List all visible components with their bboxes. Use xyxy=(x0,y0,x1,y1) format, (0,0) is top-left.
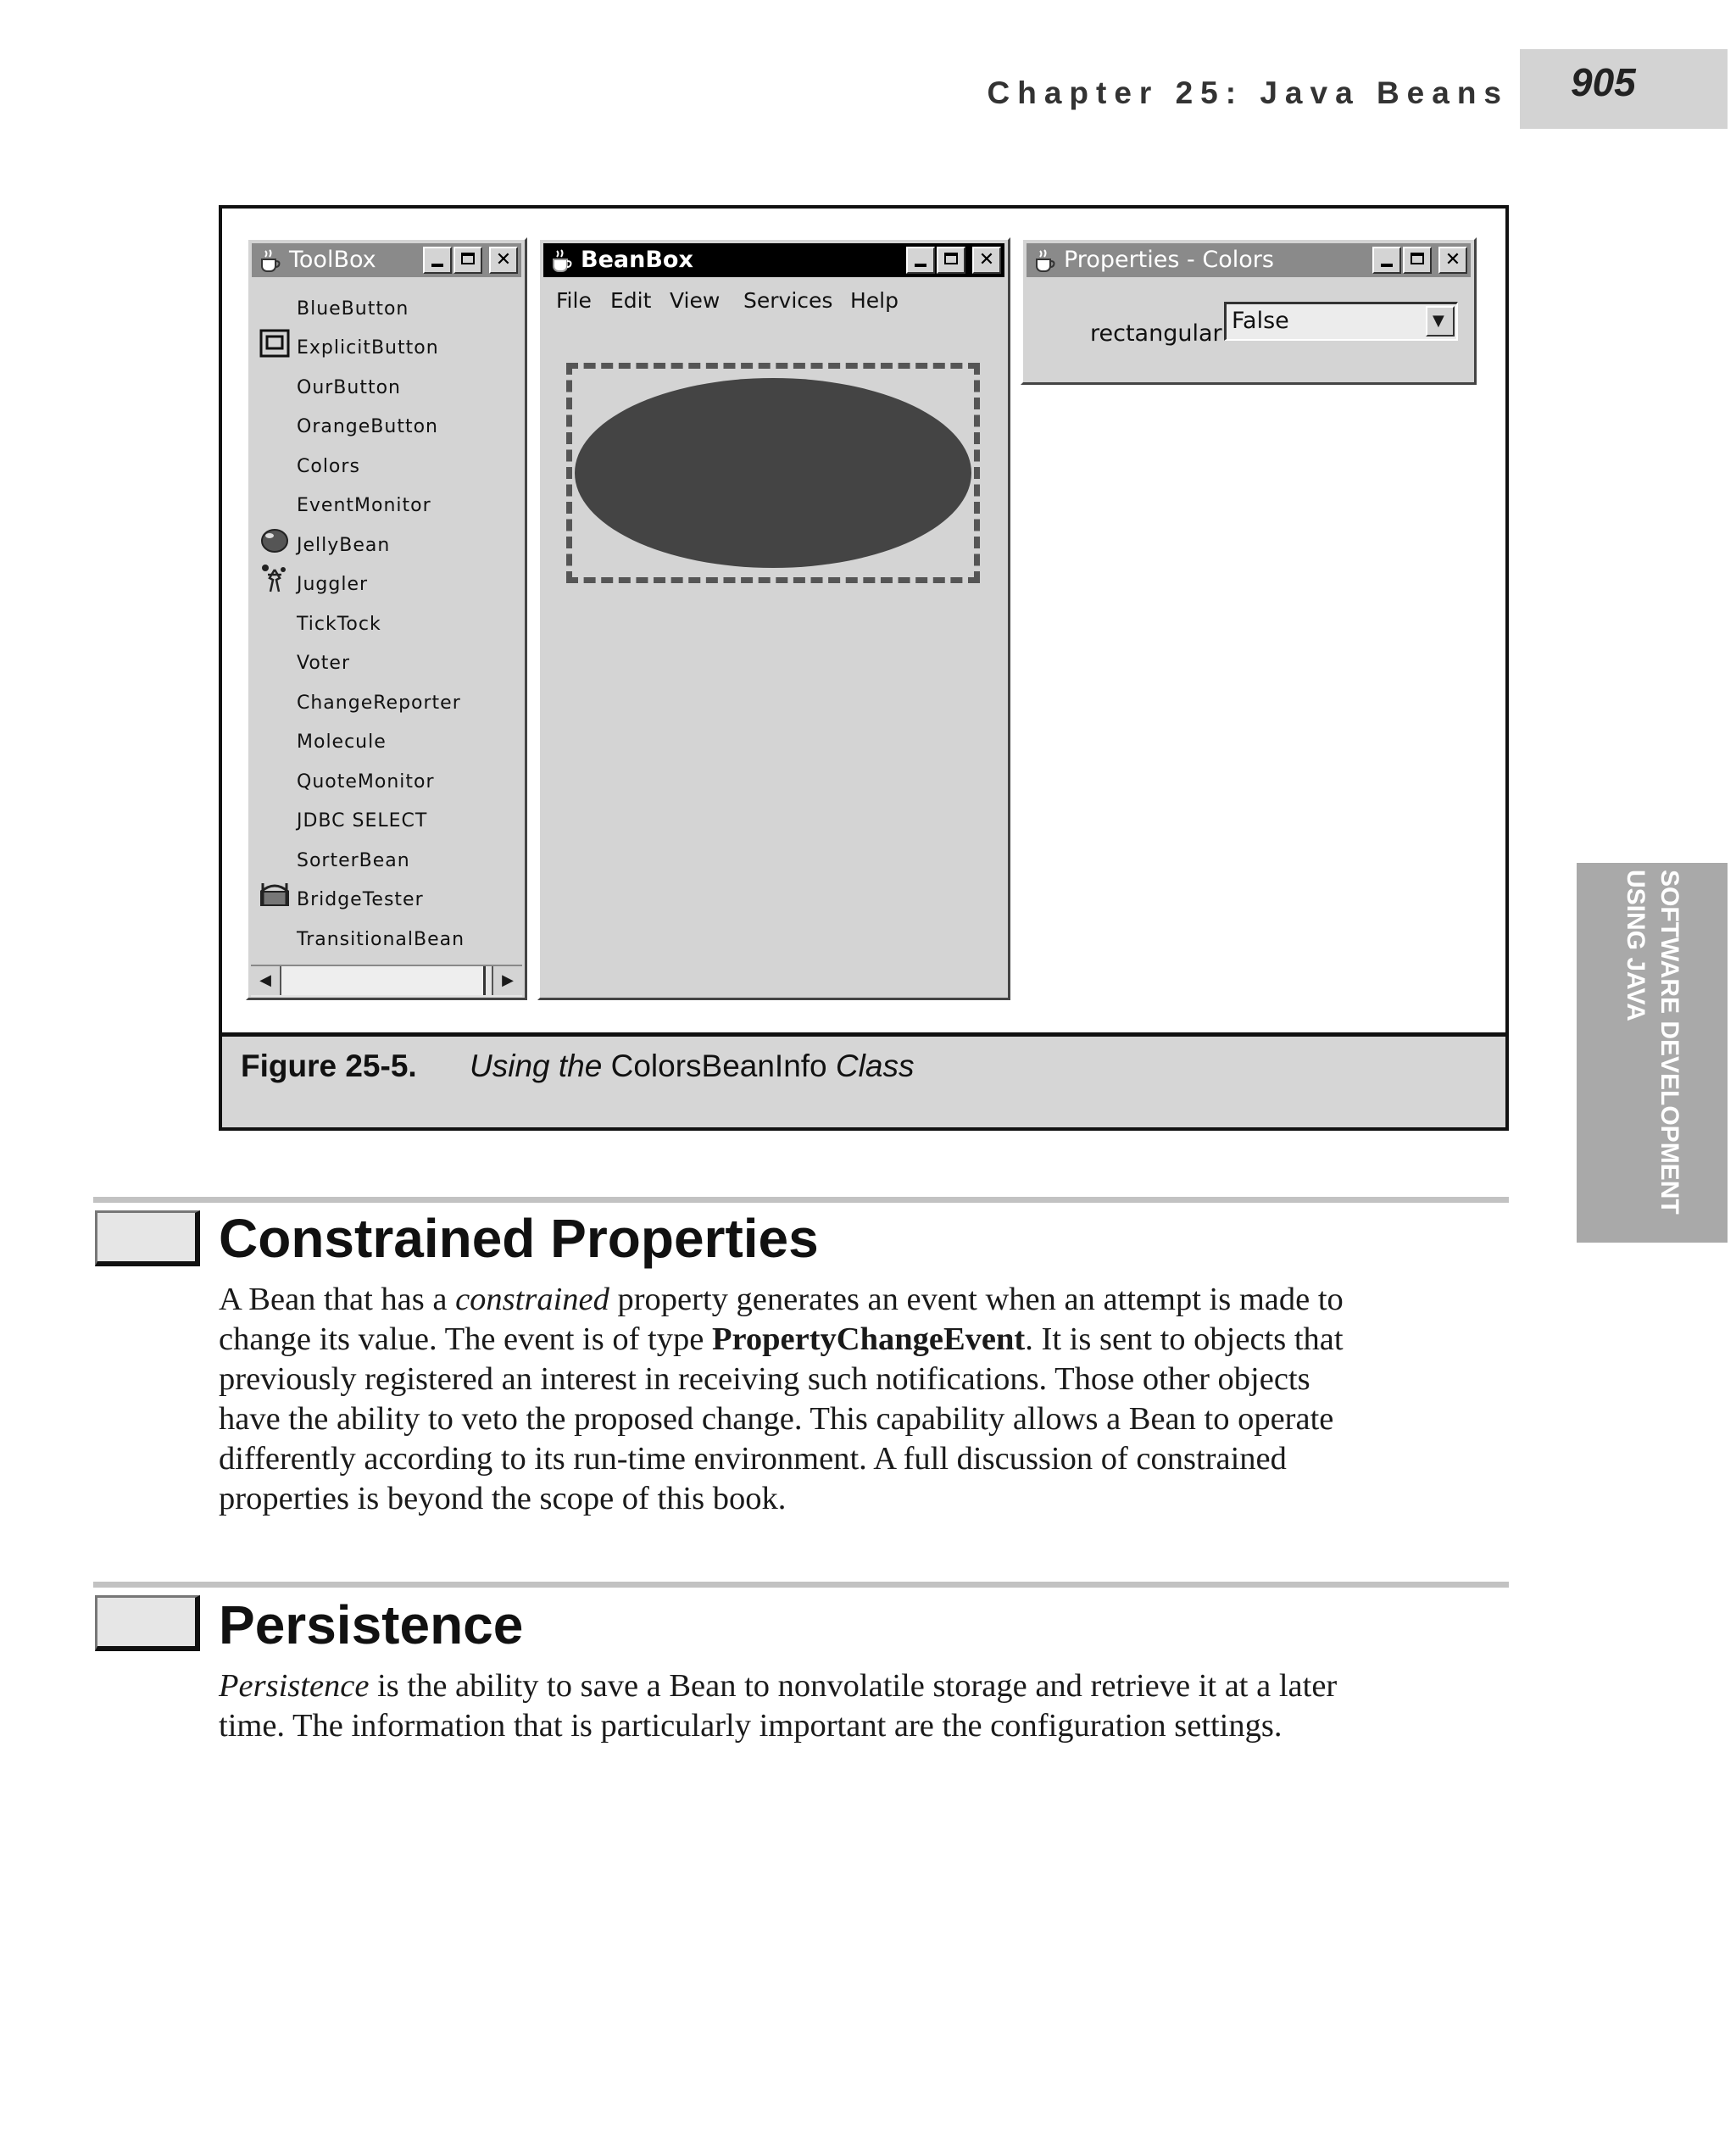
emphasis-text: constrained xyxy=(455,1282,609,1317)
properties-title: Properties - Colors xyxy=(1064,247,1274,273)
maximize-button[interactable] xyxy=(1403,247,1432,274)
beanbox-titlebar[interactable] xyxy=(543,243,1004,277)
side-tab-line-2: USING JAVA xyxy=(1622,870,1650,1021)
toolbox-titlebar[interactable] xyxy=(252,243,521,277)
juggler-icon xyxy=(259,563,290,593)
toolbox-item-colors[interactable]: Colors xyxy=(297,456,360,477)
text-run: properties is beyond the scope of this book. xyxy=(219,1481,787,1516)
close-button[interactable]: ✕ xyxy=(489,247,518,274)
toolbox-item-changereporter[interactable]: ChangeReporter xyxy=(297,693,461,714)
beanbox-window xyxy=(537,237,1010,1000)
text-run: previously registered an interest in receiving such notifications. Those other objects xyxy=(219,1361,1310,1397)
section-heading-persistence: Persistence xyxy=(219,1594,524,1655)
java-cup-icon xyxy=(257,248,282,273)
maximize-button[interactable] xyxy=(453,247,482,274)
jellybean-icon xyxy=(259,526,290,556)
chevron-down-icon: ▼ xyxy=(1433,312,1444,330)
section-heading-constrained-properties: Constrained Properties xyxy=(219,1208,819,1269)
figure-number: Figure 25-5. xyxy=(241,1049,417,1083)
toolbox-item-voter[interactable]: Voter xyxy=(297,653,351,674)
java-cup-icon xyxy=(548,248,574,273)
caption-class: ColorsBeanInfo xyxy=(610,1049,827,1083)
text-run: A Bean that has a xyxy=(219,1282,456,1317)
text-run: property generates an event when an attempt is made to xyxy=(609,1282,1344,1317)
minimize-button[interactable] xyxy=(423,247,452,274)
menu-view[interactable]: View xyxy=(670,288,721,313)
dropdown-button[interactable] xyxy=(1426,306,1455,337)
paragraph-line xyxy=(219,1706,1516,1746)
section-marker-1 xyxy=(95,1210,200,1266)
section-paragraph-2 xyxy=(219,1666,1516,1746)
paragraph-line xyxy=(219,1666,1516,1706)
paragraph-line xyxy=(219,1280,1516,1320)
paragraph-line xyxy=(219,1479,1516,1519)
close-button[interactable]: ✕ xyxy=(1438,247,1467,274)
toolbox-item-eventmonitor[interactable]: EventMonitor xyxy=(297,495,431,516)
minimize-button[interactable] xyxy=(906,247,935,274)
toolbox-title: ToolBox xyxy=(289,247,376,273)
toolbox-item-juggler[interactable]: Juggler xyxy=(297,574,369,595)
figure-caption xyxy=(222,1032,1505,1127)
bold-text: PropertyChangeEvent xyxy=(711,1321,1026,1357)
caption-post: Class xyxy=(835,1049,915,1083)
menu-file[interactable]: File xyxy=(556,288,592,313)
emphasis-text: Persistence xyxy=(219,1668,370,1704)
rectangular-select[interactable] xyxy=(1224,302,1458,341)
toolbox-item-ticktock[interactable]: TickTock xyxy=(297,614,381,635)
side-tab-text xyxy=(1577,863,1728,1243)
scroll-thumb[interactable] xyxy=(281,966,486,995)
paragraph-line xyxy=(219,1360,1516,1399)
text-run: time. The information that is particularly important are the configuration settings. xyxy=(219,1708,1283,1744)
text-run: is the ability to save a Bean to nonvolatile storage and retrieve it at a later xyxy=(369,1668,1338,1704)
menu-edit[interactable]: Edit xyxy=(610,288,652,313)
toolbox-item-sorterbean[interactable]: SorterBean xyxy=(297,850,410,871)
java-cup-icon xyxy=(1032,248,1057,273)
paragraph-line xyxy=(219,1399,1516,1439)
close-button[interactable]: ✕ xyxy=(972,247,1001,274)
toolbox-item-jellybean[interactable]: JellyBean xyxy=(297,535,391,556)
toolbox-item-transitionalbean[interactable]: TransitionalBean xyxy=(297,929,465,950)
toolbox-item-jdbc-select[interactable]: JDBC SELECT xyxy=(297,810,428,832)
toolbox-item-orangebutton[interactable]: OrangeButton xyxy=(297,416,438,437)
explicit-button-icon xyxy=(259,329,290,359)
toolbox-item-bluebutton[interactable]: BlueButton xyxy=(297,298,409,320)
chapter-title: Chapter 25: Java Beans xyxy=(987,75,1509,110)
toolbox-item-quotemonitor[interactable]: QuoteMonitor xyxy=(297,771,435,793)
bridgetester-icon xyxy=(259,878,290,909)
section-rule-1 xyxy=(93,1197,1509,1203)
colors-bean-ellipse[interactable] xyxy=(573,370,973,576)
page-number: 905 xyxy=(1571,60,1636,104)
section-paragraph-1 xyxy=(219,1280,1516,1519)
rectangular-select-value: False xyxy=(1232,308,1289,334)
caption-pre: Using the xyxy=(470,1049,603,1083)
text-run: change its value. The event is of type xyxy=(219,1321,712,1357)
side-tab-line-1: SOFTWARE DEVELOPMENT xyxy=(1655,870,1683,1215)
beanbox-title: BeanBox xyxy=(581,247,693,273)
text-run: have the ability to veto the proposed change. This capability allows a Bean to operate xyxy=(219,1401,1334,1437)
property-label-rectangular: rectangular xyxy=(1090,320,1222,347)
menu-help[interactable]: Help xyxy=(850,288,899,313)
figure-caption-text xyxy=(470,1049,914,1084)
properties-titlebar[interactable] xyxy=(1027,243,1471,277)
section-marker-2 xyxy=(95,1595,200,1651)
scroll-right-button[interactable]: ▶ xyxy=(492,966,522,995)
toolbox-item-ourbutton[interactable]: OurButton xyxy=(297,377,401,398)
toolbox-item-molecule[interactable]: Molecule xyxy=(297,731,387,753)
text-run: . It is sent to objects that xyxy=(1025,1321,1344,1357)
text-run: differently according to its run-time environment. A full discussion of constrained xyxy=(219,1441,1287,1477)
toolbox-horizontal-scrollbar[interactable] xyxy=(251,965,522,997)
toolbox-item-explicitbutton[interactable]: ExplicitButton xyxy=(297,337,439,359)
minimize-button[interactable] xyxy=(1372,247,1401,274)
section-rule-2 xyxy=(93,1582,1509,1588)
toolbox-item-bridgetester[interactable]: BridgeTester xyxy=(297,889,424,910)
maximize-button[interactable] xyxy=(937,247,965,274)
scroll-left-button[interactable]: ◀ xyxy=(251,966,281,995)
menu-services[interactable]: Services xyxy=(743,288,833,313)
paragraph-line xyxy=(219,1320,1516,1360)
paragraph-line xyxy=(219,1439,1516,1479)
